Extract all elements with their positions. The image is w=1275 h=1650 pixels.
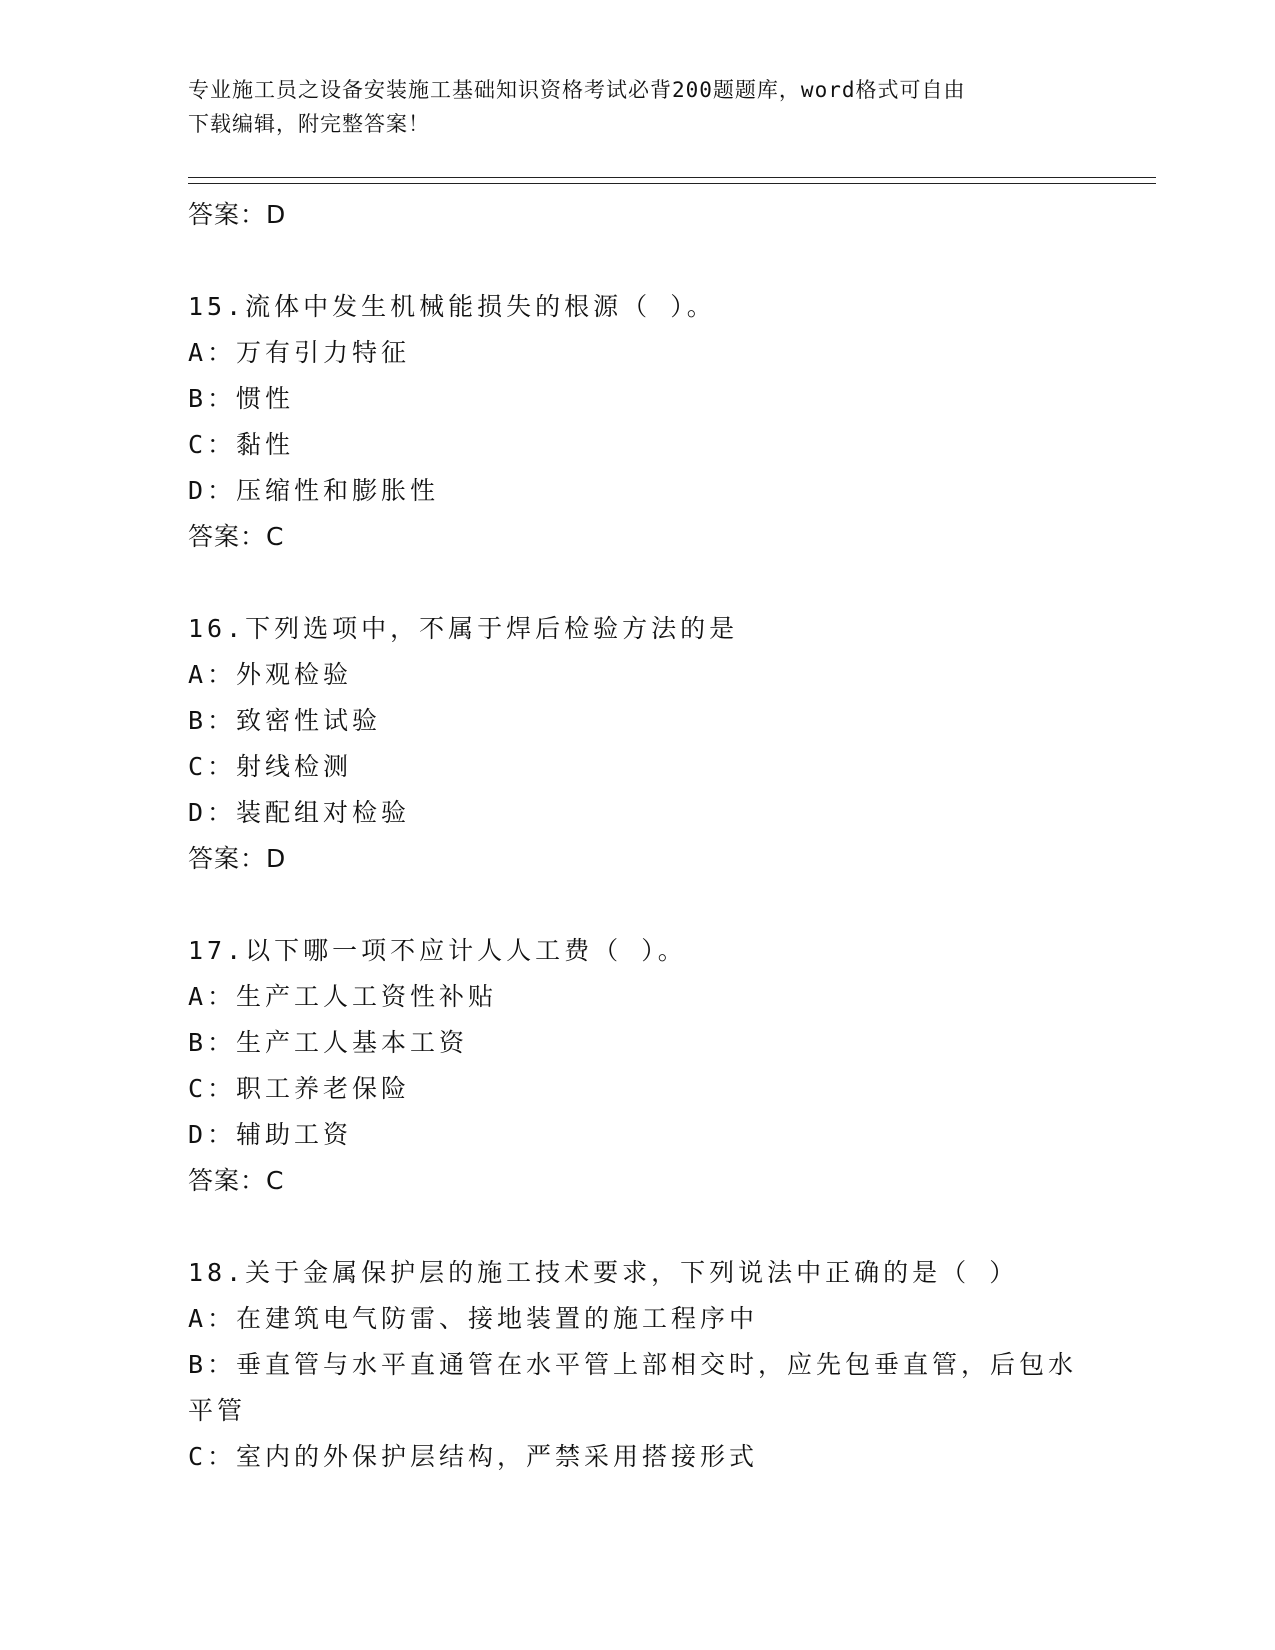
spacer [188, 1204, 1088, 1250]
question-list [188, 192, 1088, 1480]
option-b: B：致密性试验 [188, 706, 382, 735]
previous-answer: 答案：D [188, 200, 287, 229]
spacer [188, 560, 1088, 606]
answer: 答案：C [188, 522, 285, 551]
option-b: B：生产工人基本工资 [188, 1028, 469, 1057]
question-15 [188, 284, 1088, 560]
question-stem: 17.以下哪一项不应计人人工费（ ）。 [188, 936, 687, 965]
answer: 答案：C [188, 1166, 285, 1195]
question-16 [188, 606, 1088, 882]
option-b: B：惯性 [188, 384, 295, 413]
spacer [188, 238, 1088, 284]
header-divider-bottom [188, 183, 1156, 184]
option-a: A：万有引力特征 [188, 338, 411, 367]
option-c: C：黏性 [188, 430, 295, 459]
question-stem: 18.关于金属保护层的施工技术要求，下列说法中正确的是（ ） [188, 1258, 1019, 1287]
answer: 答案：D [188, 844, 287, 873]
option-c: C：职工养老保险 [188, 1074, 411, 1103]
option-d: D：装配组对检验 [188, 798, 411, 827]
option-a: A：在建筑电气防雷、接地装置的施工程序中 [188, 1304, 759, 1333]
option-d: D：辅助工资 [188, 1120, 353, 1149]
header-line-2: 下载编辑，附完整答案！ [188, 112, 430, 136]
spacer [188, 882, 1088, 928]
option-d: D：压缩性和膨胀性 [188, 476, 440, 505]
option-b: B：垂直管与水平直通管在水平管上部相交时，应先包垂直管，后包水 [188, 1350, 1078, 1379]
header-line-1: 专业施工员之设备安装施工基础知识资格考试必背200题题库，word格式可自由 [188, 78, 966, 102]
question-18 [188, 1250, 1088, 1480]
option-a: A：外观检验 [188, 660, 353, 689]
option-a: A：生产工人工资性补贴 [188, 982, 498, 1011]
option-c: C：室内的外保护层结构，严禁采用搭接形式 [188, 1442, 759, 1471]
option-b-continued: 平管 [188, 1396, 247, 1425]
question-stem: 16.下列选项中，不属于焊后检验方法的是 [188, 614, 739, 643]
option-c: C：射线检测 [188, 752, 353, 781]
header-divider-top [188, 177, 1156, 178]
document-header [188, 73, 1068, 141]
question-17 [188, 928, 1088, 1204]
question-stem: 15.流体中发生机械能损失的根源（ ）。 [188, 292, 716, 321]
